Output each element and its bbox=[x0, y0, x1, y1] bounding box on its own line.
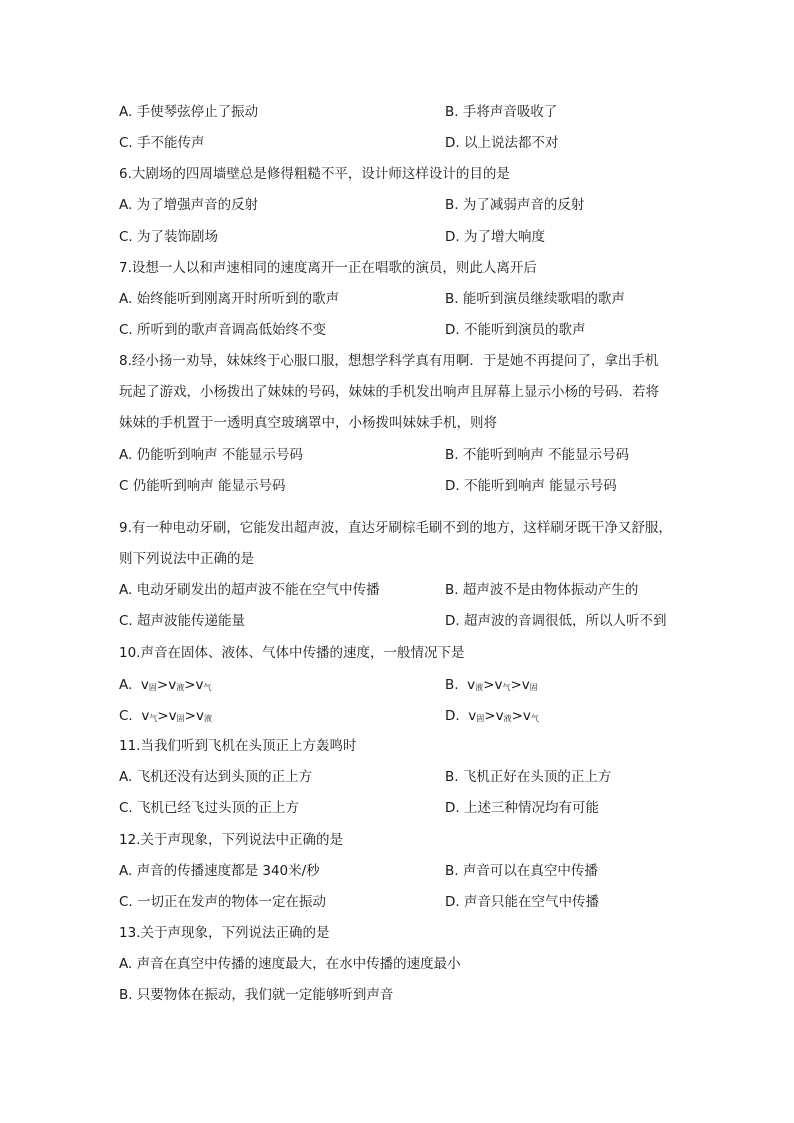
q6-option-d[interactable]: D. 为了增大响度 bbox=[445, 229, 545, 245]
q9-option-d[interactable]: D. 超声波的音调很低，所以人听不到 bbox=[445, 613, 667, 629]
q9-option-b[interactable]: B. 超声波不是由物体振动产生的 bbox=[445, 582, 639, 598]
q7-option-a[interactable]: A. 始终能听到刚离开时所听到的歌声 bbox=[119, 291, 340, 307]
q7-stem: 7.设想一人以和声速相同的速度离开一正在唱歌的演员，则此人离开后 bbox=[119, 260, 537, 276]
q12-option-c[interactable]: C. 一切正在发声的物体一定在振动 bbox=[119, 894, 327, 910]
q6-stem: 6.大剧场的四周墙壁总是修得粗糙不平，设计师这样设计的目的是 bbox=[119, 166, 510, 182]
q12-option-d[interactable]: D. 声音只能在空气中传播 bbox=[445, 894, 599, 910]
q12-stem: 12.关于声现象，下列说法中正确的是 bbox=[119, 832, 343, 848]
q9-stem-line-2: 则下列说法中正确的是 bbox=[119, 551, 254, 567]
q11-option-a[interactable]: A. 飞机还没有达到头顶的正上方 bbox=[119, 769, 313, 785]
q5-option-b[interactable]: B. 手将声音吸收了 bbox=[445, 104, 558, 120]
q8-stem-line-3: 妹妹的手机置于一透明真空玻璃罩中，小杨拨叫妹妹手机，则将 bbox=[119, 415, 497, 431]
q8-option-b[interactable]: B. 不能听到响声 不能显示号码 bbox=[445, 447, 630, 463]
q6-option-b[interactable]: B. 为了减弱声音的反射 bbox=[445, 197, 585, 213]
q5-option-a[interactable]: A. 手使琴弦停止了振动 bbox=[119, 104, 259, 120]
q8-option-d[interactable]: D. 不能听到响声 能显示号码 bbox=[445, 478, 617, 494]
q11-option-d[interactable]: D. 上述三种情况均有可能 bbox=[445, 800, 599, 816]
q13-option-a[interactable]: A. 声音在真空中传播的速度最大，在水中传播的速度最小 bbox=[119, 956, 461, 972]
q11-option-b[interactable]: B. 飞机正好在头顶的正上方 bbox=[445, 769, 612, 785]
q13-stem: 13.关于声现象，下列说法正确的是 bbox=[119, 925, 330, 941]
q5-option-d[interactable]: D. 以上说法都不对 bbox=[445, 135, 559, 151]
q7-option-c[interactable]: C. 所听到的歌声音调高低始终不变 bbox=[119, 322, 327, 338]
q12-option-b[interactable]: B. 声音可以在真空中传播 bbox=[445, 863, 598, 879]
q6-option-c[interactable]: C. 为了装饰剧场 bbox=[119, 229, 219, 245]
q10-option-b[interactable]: B. $v_液>v_气>v_固$ bbox=[445, 677, 538, 693]
q10-stem: 10.声音在固体、液体、气体中传播的速度，一般情况下是 bbox=[119, 645, 465, 661]
q8-option-a[interactable]: A. 仍能听到响声 不能显示号码 bbox=[119, 447, 303, 463]
q10-option-a[interactable]: A. $v_固>v_液>v_气$ bbox=[119, 677, 212, 693]
q9-option-c[interactable]: C. 超声波能传递能量 bbox=[119, 613, 246, 629]
q5-option-c[interactable]: C. 手不能传声 bbox=[119, 135, 205, 151]
q11-stem: 11.当我们听到飞机在头顶正上方轰鸣时 bbox=[119, 738, 357, 754]
q11-option-c[interactable]: C. 飞机已经飞过头顶的正上方 bbox=[119, 800, 300, 816]
q8-option-c[interactable]: C 仍能听到响声 能显示号码 bbox=[119, 478, 286, 494]
q8-stem-line-1: 8.经小扬一劝导，妹妹终于心服口服，想想学科学真有用啊．于是她不再提问了，拿出手机 bbox=[119, 353, 659, 369]
q6-option-a[interactable]: A. 为了增强声音的反射 bbox=[119, 197, 259, 213]
q9-stem-line-1: 9.有一种电动牙刷，它能发出超声波，直达牙刷棕毛刷不到的地方，这样刷牙既干净又舒服， bbox=[119, 520, 672, 536]
q12-option-a[interactable]: A. 声音的传播速度都是 340米/秒 bbox=[119, 863, 320, 879]
q10-option-d[interactable]: D. $v_固>v_液>v_气$ bbox=[445, 708, 539, 724]
q10-option-c[interactable]: C. $v_气>v_固>v_液$ bbox=[119, 708, 212, 724]
q7-option-d[interactable]: D. 不能听到演员的歌声 bbox=[445, 322, 586, 338]
q8-stem-line-2: 玩起了游戏，小杨拨出了妹妹的号码，妹妹的手机发出响声且屏幕上显示小杨的号码．若将 bbox=[119, 384, 659, 400]
q9-option-a[interactable]: A. 电动牙刷发出的超声波不能在空气中传播 bbox=[119, 582, 380, 598]
q7-option-b[interactable]: B. 能听到演员继续歌唱的歌声 bbox=[445, 291, 625, 307]
q13-option-b[interactable]: B. 只要物体在振动，我们就一定能够听到声音 bbox=[119, 987, 394, 1003]
